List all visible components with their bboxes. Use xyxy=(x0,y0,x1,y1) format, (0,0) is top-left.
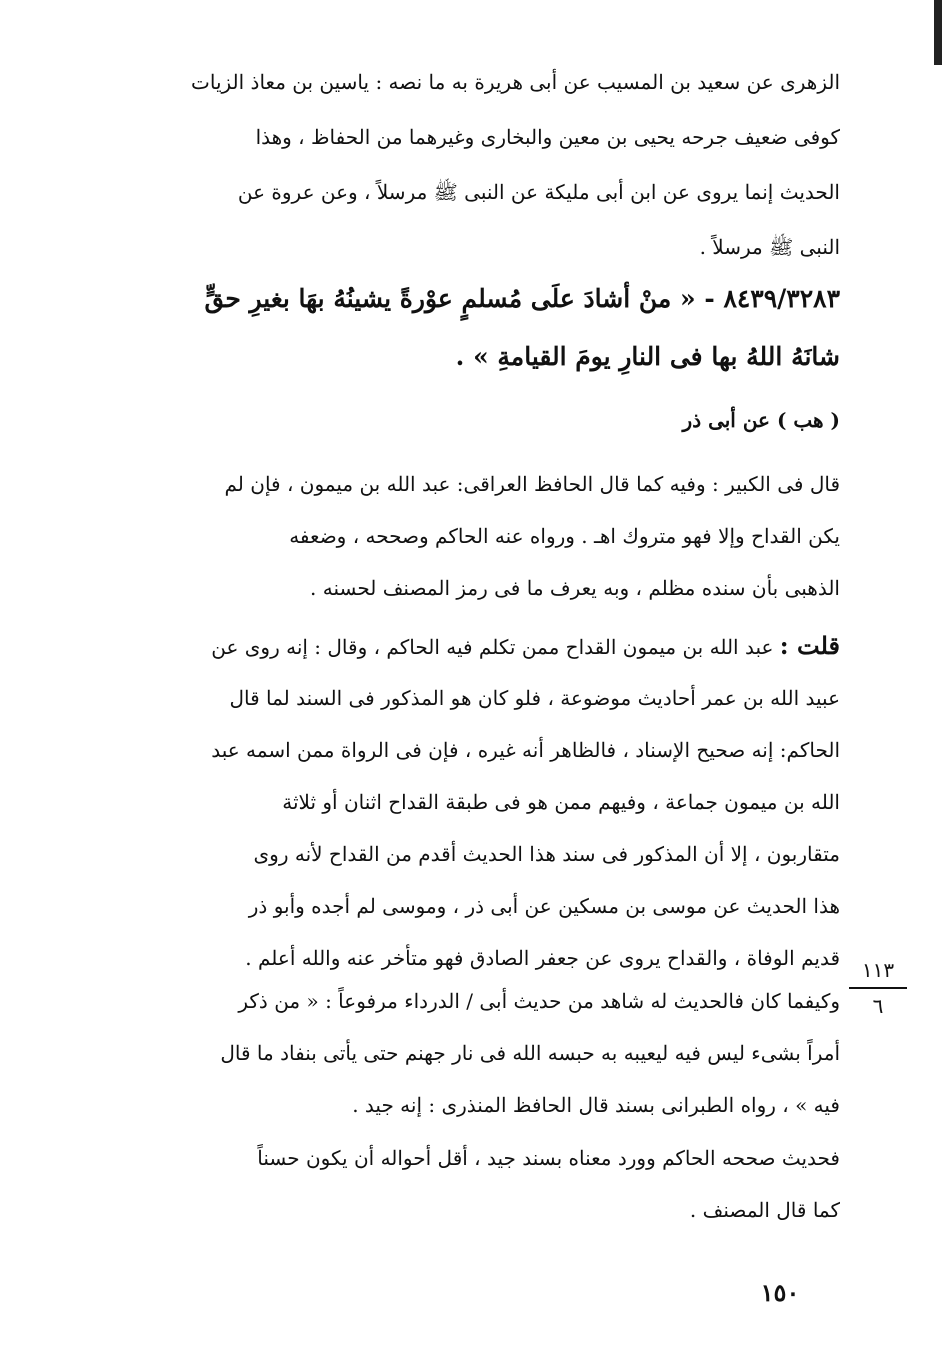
hadith-line: شانَهُ اللهُ بها فى النارِ يومَ القيامةِ » . xyxy=(455,342,840,371)
text-line: أمراً بشىء ليس فيه ليعيبه به حبسه الله فى نار جهنم حتى يأتى بنفاد ما قال xyxy=(220,1041,840,1065)
hadith-text xyxy=(118,270,840,386)
source-line: ( هب ) عن أبى ذر xyxy=(682,408,840,432)
text-line: الله بن ميمون جماعة ، وفيهم ممن هو فى طبقة القداح اثنان أو ثلاثة xyxy=(282,790,840,814)
margin-page: ٦ xyxy=(872,994,884,1018)
paragraph-conclusion xyxy=(110,1132,840,1236)
paragraph-commentary xyxy=(110,458,840,614)
text-line: كوفى ضعيف جرحه يحيى بن معين والبخارى وغيرهما من الحفاظ ، وهذا xyxy=(255,125,840,149)
text-line: يكن القداح وإلا فهو متروك اهـ . ورواه عنه الحاكم وصححه ، وضعفه xyxy=(289,524,840,548)
hadith-source xyxy=(110,398,840,442)
paragraph-intro xyxy=(110,55,840,275)
text-line: هذا الحديث عن موسى بن مسكين عن أبى ذر ، وموسى لم أجده وأبو ذر xyxy=(248,894,840,918)
text-line: النبى ﷺ مرسلاً . xyxy=(699,235,840,259)
text-line: الحاكم: إنه صحيح الإسناد ، فالظاهر أنه غيره ، فإن فى الرواة ممن اسمه عبد xyxy=(211,738,840,762)
qult-label: قلت : xyxy=(779,631,840,660)
margin-reference xyxy=(845,955,911,1021)
paragraph-qult xyxy=(110,620,840,984)
paragraph-witness xyxy=(110,975,840,1131)
hadith-line: ٨٤٣٩/٣٢٨٣ - « منْ أشادَ علَى مُسلمٍ عوْرةً يشينُهُ بهَا بغيرِ حقٍّ xyxy=(204,284,840,313)
margin-volume: ١١٣ xyxy=(861,958,895,982)
text-line: قديم الوفاة ، والقداح يروى عن جعفر الصادق فهو متأخر عنه والله أعلم . xyxy=(245,946,840,970)
text-fragment: عبد الله بن ميمون القداح ممن تكلم فيه الحاكم ، وقال : إنه روى عن xyxy=(211,635,774,659)
text-line: الذهبى بأن سنده مظلم ، وبه يعرف ما فى رمز المصنف لحسنه . xyxy=(310,576,840,600)
text-line: فحديث صححه الحاكم وورد معناه بسند جيد ، أقل أحواله أن يكون حسناً xyxy=(257,1146,840,1170)
text-line: وكيفما كان فالحديث له شاهد من حديث أبى / الدرداء مرفوعاً : « من ذكر xyxy=(238,989,840,1013)
text-line: كما قال المصنف . xyxy=(689,1198,840,1222)
text-line: الزهرى عن سعيد بن المسيب عن أبى هريرة به ما نصه : ياسين بن معاذ الزيات xyxy=(191,70,840,94)
text-line-lead xyxy=(110,620,840,672)
margin-rule xyxy=(849,987,907,989)
text-line: الحديث إنما يروى عن ابن أبى مليكة عن النبى ﷺ مرسلاً ، وعن عروة عن xyxy=(237,180,840,204)
page-number: ١٥٠ xyxy=(760,1278,800,1307)
text-line: فيه » ، رواه الطبرانى بسند قال الحافظ المنذرى : إنه جيد . xyxy=(352,1093,840,1117)
text-line: قال فى الكبير : وفيه كما قال الحافظ العراقى: عبد الله بن ميمون ، فإن لم xyxy=(224,472,840,496)
text-line: عبيد الله بن عمر أحاديث موضوعة ، فلو كان هو المذكور فى السند لما قال xyxy=(229,686,840,710)
text-line: متقاربون ، إلا أن المذكور فى سند هذا الحديث أقدم من القداح لأنه روى xyxy=(253,842,840,866)
scan-edge-mark xyxy=(934,0,942,65)
